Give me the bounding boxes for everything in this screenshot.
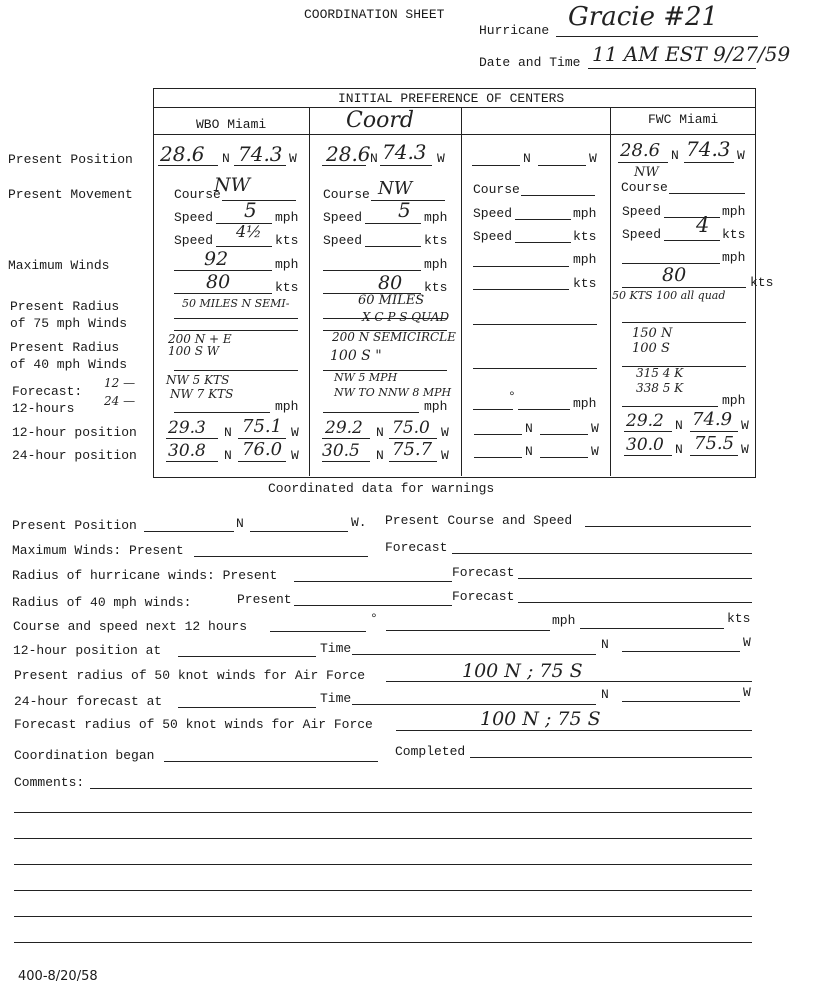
- fwc-pos24-lon: 75.5: [694, 433, 735, 454]
- row-label-present-position: Present Position: [8, 152, 133, 167]
- hurricane-value: Gracie #21: [568, 2, 719, 32]
- datetime-value: 11 AM EST 9/27/59: [592, 42, 791, 66]
- fwc-radius40-b: 100 S: [632, 341, 670, 356]
- row-label-forecast-b: 12-hours: [12, 401, 75, 416]
- coord-forecast-24: NW TO NNW 8 MPH: [334, 386, 452, 399]
- col-header-coord: Coord: [346, 108, 414, 133]
- hurricane-label: Hurricane: [479, 23, 550, 38]
- fwc-pos24-lat: 30.0: [626, 435, 664, 455]
- coord-pos-lon: 74.3: [382, 140, 427, 164]
- fwc-radius75: 50 KTS 100 all quad: [612, 289, 726, 302]
- coord-radius75: 60 MILES: [358, 293, 425, 308]
- cd-course-speed-12: Course and speed next 12 hours: [13, 619, 248, 634]
- wbo-speed-kts: 4½: [236, 222, 262, 241]
- coord-forecast-12: NW 5 MPH: [334, 371, 398, 384]
- wbo-max-kts: 80: [206, 271, 231, 293]
- datetime-label: Date and Time: [479, 55, 581, 70]
- coord-max-kts: 80: [378, 272, 403, 294]
- wbo-course: NW: [214, 174, 251, 196]
- coord-speed-mph: 5: [398, 198, 411, 222]
- cd-radius-40: Radius of 40 mph winds:: [12, 595, 192, 610]
- wbo-pos12-lat: 29.3: [168, 418, 206, 438]
- fwc-pos-lon: 74.3: [686, 137, 731, 161]
- coord-pos12-lon: 75.0: [392, 418, 430, 438]
- cd-fc24-at: 24-hour forecast at: [14, 694, 163, 709]
- cd-radius50-forecast: Forecast radius of 50 knot winds for Air Force: [14, 717, 373, 732]
- comments-line: [14, 812, 752, 813]
- row-label-pos12: 12-hour position: [12, 425, 137, 440]
- comments-line: [14, 890, 752, 891]
- table-title: INITIAL PREFERENCE OF CENTERS: [338, 91, 565, 106]
- fwc-radius40-a: 150 N: [632, 326, 673, 341]
- cd-present-position: Present Position: [12, 518, 137, 533]
- row-label-pos24: 24-hour position: [12, 448, 137, 463]
- fwc-forecast-24: 338 5 K: [636, 381, 684, 395]
- cd-max-winds: Maximum Winds: Present: [12, 543, 184, 558]
- coord-radius40-b: 100 S ": [330, 348, 382, 364]
- coord-course: NW: [378, 178, 413, 199]
- wbo-forecast-12: NW 5 KTS: [166, 373, 230, 387]
- row-label-radius40-b: of 40 mph Winds: [10, 357, 128, 372]
- coord-radius40-a: 200 N SEMICIRCLE: [332, 330, 456, 344]
- row-label-radius75-a: Present Radius: [10, 299, 120, 314]
- fwc-speed-kts: 4: [696, 213, 710, 237]
- fwc-pos12-lat: 29.2: [626, 411, 664, 431]
- col-header-fwc: FWC Miami: [648, 112, 719, 127]
- sheet-title: COORDINATION SHEET: [304, 7, 445, 22]
- coord-pos24-lat: 30.5: [322, 441, 360, 461]
- col-header-wbo: WBO Miami: [196, 117, 267, 132]
- coord-pos-lat: 28.6: [326, 142, 371, 166]
- coord-pos24-lon: 75.7: [392, 439, 433, 460]
- wbo-speed-mph: 5: [244, 198, 257, 222]
- fwc-forecast-12: 315 4 K: [636, 366, 684, 380]
- cd-present-course-speed: Present Course and Speed: [385, 513, 573, 528]
- cd-coord-began: Coordination began: [14, 748, 155, 763]
- fwc-pos12-lon: 74.9: [692, 409, 733, 430]
- row-label-forecast-a: Forecast:: [12, 384, 83, 399]
- fwc-course: NW: [634, 165, 659, 180]
- wbo-pos-lat: 28.6: [160, 142, 205, 166]
- wbo-radius40-a: 200 N + E: [168, 332, 232, 346]
- wbo-max-mph: 92: [204, 248, 229, 270]
- row-label-radius75-b: of 75 mph Winds: [10, 316, 128, 331]
- fwc-pos-lat: 28.6: [620, 140, 661, 161]
- cd-radius50-present-value: 100 N ; 75 S: [462, 660, 583, 682]
- row-label-radius40-a: Present Radius: [10, 340, 120, 355]
- wbo-pos-lon: 74.3: [238, 142, 283, 166]
- form-number: 400-8/20/58: [18, 969, 98, 984]
- row-label-forecast-12: 12 —: [104, 376, 136, 390]
- cd-radius-hurricane: Radius of hurricane winds: Present: [12, 568, 278, 583]
- comments-line: [14, 838, 752, 839]
- cd-radius50-forecast-value: 100 N ; 75 S: [480, 708, 601, 730]
- comments-line: [90, 788, 752, 789]
- comments-line: [14, 916, 752, 917]
- wbo-pos12-lon: 75.1: [242, 416, 283, 437]
- comments-line: [14, 864, 752, 865]
- coord-pos12-lat: 29.2: [325, 418, 363, 438]
- wbo-pos24-lon: 76.0: [242, 439, 283, 460]
- cd-comments: Comments:: [14, 775, 85, 790]
- cd-radius50-present: Present radius of 50 knot winds for Air Force: [14, 668, 366, 683]
- coord-radius75-b: X C P S QUAD: [362, 310, 450, 324]
- row-label-present-movement: Present Movement: [8, 187, 133, 202]
- coordinated-title: Coordinated data for warnings: [268, 481, 495, 496]
- row-label-forecast-24: 24 —: [104, 394, 136, 408]
- row-label-maximum-winds: Maximum Winds: [8, 258, 110, 273]
- wbo-radius40-b: 100 S W: [168, 344, 220, 358]
- cd-pos12-at: 12-hour position at: [13, 643, 162, 658]
- wbo-forecast-24: NW 7 KTS: [170, 387, 234, 401]
- wbo-pos24-lat: 30.8: [168, 441, 206, 461]
- comments-line: [14, 942, 752, 943]
- wbo-radius75: 50 MILES N SEMI-: [182, 297, 290, 310]
- fwc-max-kts: 80: [662, 264, 687, 286]
